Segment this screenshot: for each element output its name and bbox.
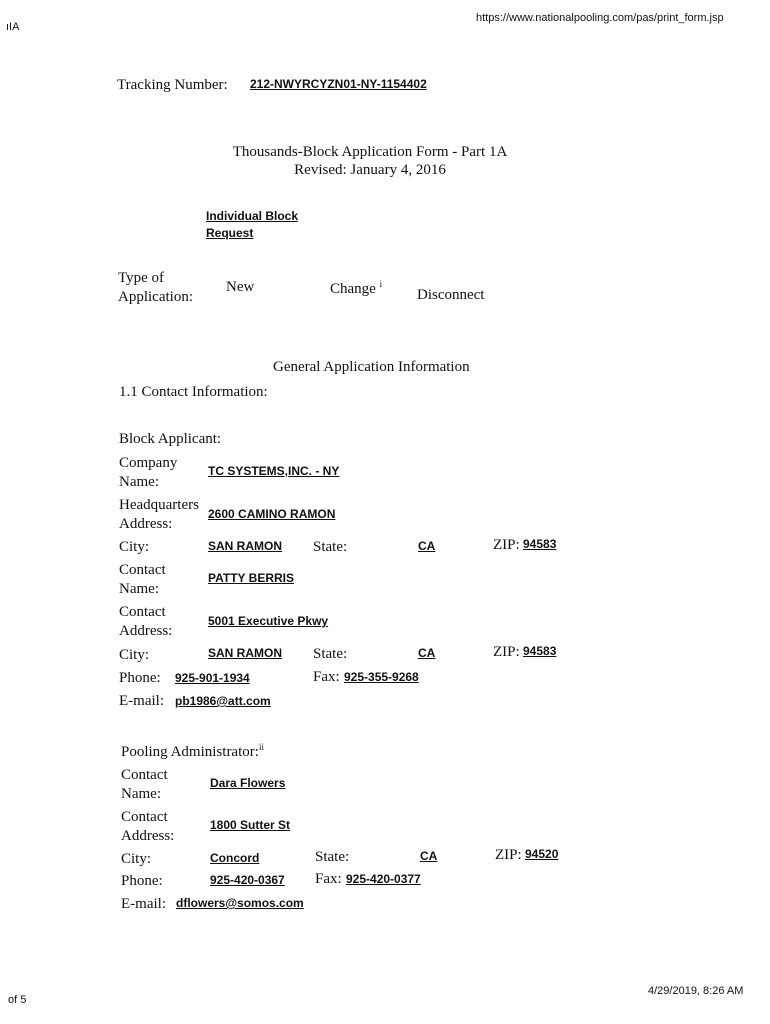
email-value[interactable]: pb1986@att.com: [175, 694, 271, 708]
fax-label: Fax:: [313, 669, 340, 685]
pa-zip-label: ZIP:: [495, 847, 522, 863]
pa-contact-address-label-2: Address:: [121, 828, 175, 844]
pa-contact-address: 1800 Sutter St: [210, 818, 291, 832]
page-count: of 5: [8, 994, 27, 1006]
contact-name-label-2: Name:: [119, 581, 159, 597]
state-value: CA: [418, 539, 436, 553]
pa-contact-name: Dara Flowers: [210, 776, 286, 790]
pa-state-value: CA: [420, 849, 438, 863]
contact-name-label-1: Contact: [119, 562, 166, 578]
contact-address-label-1: Contact: [119, 604, 166, 620]
app-type-change: Change $^i$: [330, 279, 383, 297]
zip-value: 94583: [523, 537, 557, 551]
pooling-admin-heading: Pooling Administrator:$^{ii}$: [121, 742, 264, 760]
pa-city-value: Concord: [210, 851, 260, 865]
request-line-1: Individual Block: [206, 209, 299, 223]
pa-zip-value: 94520: [525, 847, 559, 861]
state-label: State:: [313, 539, 348, 555]
zip2-label: ZIP:: [493, 644, 520, 660]
pa-phone-value: 925-420-0367: [210, 873, 285, 887]
hq-address: 2600 CAMINO RAMON: [208, 507, 336, 521]
pa-contact-name-label-2: Name:: [121, 786, 161, 802]
form-revised: Revised: January 4, 2016: [294, 162, 446, 178]
company-name: TC SYSTEMS,INC. - NY: [208, 464, 340, 478]
app-type-label-2: Application:: [118, 289, 193, 305]
print-timestamp: 4/29/2019, 8:26 AM: [648, 985, 744, 997]
email-label: E-mail:: [119, 693, 164, 709]
form-title: Thousands-Block Application Form - Part 1A: [232, 144, 508, 160]
city-label: City:: [119, 539, 150, 555]
app-type-label-1: Type of: [118, 270, 165, 286]
page-url[interactable]: https://www.nationalpooling.com/pas/print_form.jsp: [476, 12, 724, 24]
city-value: SAN RAMON: [208, 539, 282, 553]
phone-value: 925-901-1934: [175, 671, 250, 685]
pa-fax-label: Fax:: [315, 871, 342, 887]
state2-value: CA: [418, 646, 436, 660]
hq-label-2: Address:: [119, 516, 173, 532]
pa-email-value[interactable]: dflowers@somos.com: [176, 896, 304, 910]
pa-email-label: E-mail:: [121, 896, 166, 912]
pa-city-label: City:: [121, 851, 152, 867]
fax-value: 925-355-9268: [344, 670, 419, 684]
app-type-new: New: [226, 279, 255, 295]
request-line-2: Request: [206, 226, 254, 240]
pa-state-label: State:: [315, 849, 350, 865]
contact-info-heading: 1.1 Contact Information:: [119, 384, 268, 400]
phone-label: Phone:: [119, 670, 161, 686]
contact-address-label-2: Address:: [119, 623, 173, 639]
tracking-number: 212-NWYRCYZN01-NY-1154402: [250, 77, 427, 91]
hq-label-1: Headquarters: [119, 497, 199, 513]
general-heading: General Application Information: [273, 359, 470, 375]
pa-contact-name-label-1: Contact: [121, 767, 168, 783]
app-type-disconnect: Disconnect: [417, 287, 485, 303]
city2-value: SAN RAMON: [208, 646, 282, 660]
company-label-1: Company: [119, 455, 178, 471]
block-applicant-heading: Block Applicant:: [119, 431, 222, 447]
pa-fax-value: 925-420-0377: [346, 872, 421, 886]
contact-name: PATTY BERRIS: [208, 571, 295, 585]
zip2-value: 94583: [523, 644, 557, 658]
state2-label: State:: [313, 646, 348, 662]
zip-label: ZIP:: [493, 537, 520, 553]
company-label-2: Name:: [119, 474, 159, 490]
page-label: ıIA: [6, 21, 20, 33]
pa-phone-label: Phone:: [121, 873, 163, 889]
city2-label: City:: [119, 647, 150, 663]
pa-contact-address-label-1: Contact: [121, 809, 168, 825]
tracking-label: Tracking Number:: [117, 77, 228, 93]
contact-address: 5001 Executive Pkwy: [208, 614, 329, 628]
